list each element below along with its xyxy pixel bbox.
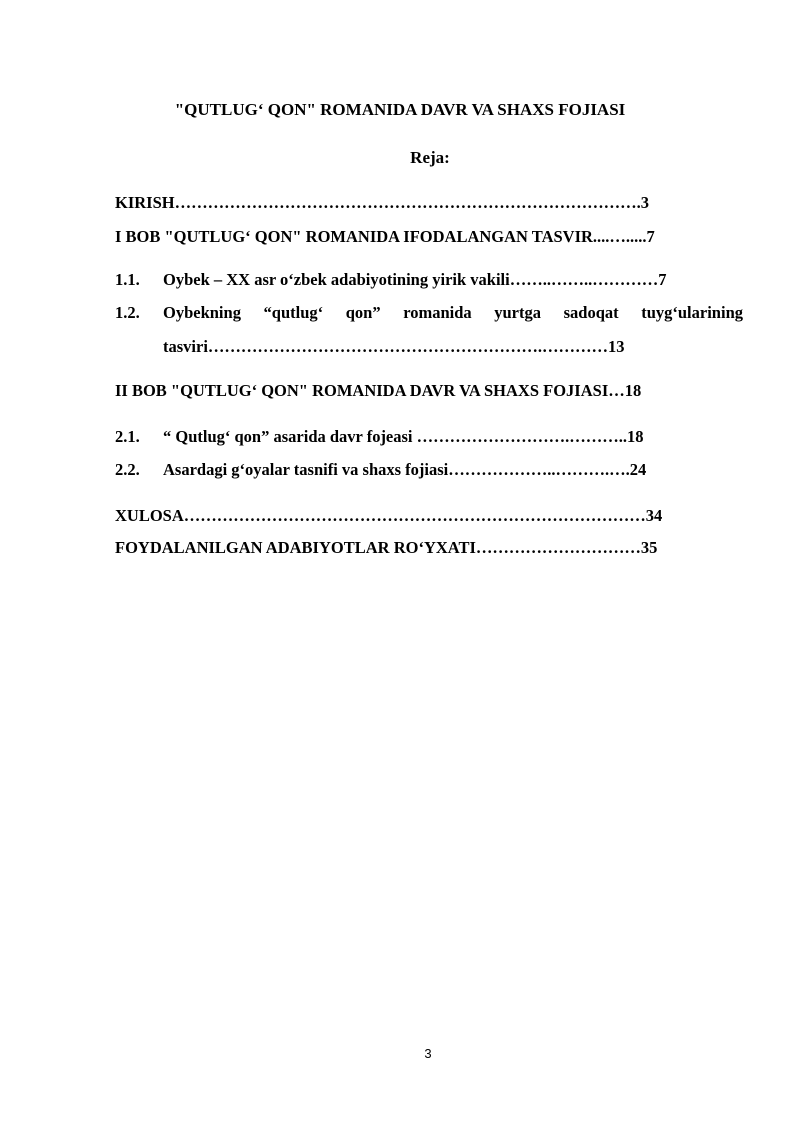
toc-entry-xulosa: XULOSA…………………………………………………………………………34 bbox=[115, 506, 663, 525]
toc-entry-references: FOYDALANILGAN ADABIYOTLAR RO‘YXATI…………………………35 bbox=[115, 538, 658, 557]
toc-section-number: 1.1. bbox=[115, 270, 140, 289]
toc-entry-section-2-2: Asardagi g‘oyalar tasnifi va shaxs fojiasi………………..……….….24 bbox=[163, 460, 647, 479]
toc-entry-section-1-2-line1: Oybekning “qutlug‘ qon” romanida yurtga sadoqat tuyg‘ularining bbox=[163, 303, 743, 322]
toc-entry-chapter-1: I BOB "QUTLUG‘ QON" ROMANIDA IFODALANGAN TASVIR....….....7 bbox=[115, 227, 655, 246]
document-title: "QUTLUG‘ QON" ROMANIDA DAVR VA SHAXS FOJIASI bbox=[174, 100, 626, 119]
toc-entry-section-1-1: Oybek – XX asr o‘zbek adabiyotining yirik vakili……..……..…………7 bbox=[163, 270, 667, 289]
toc-section-number: 2.1. bbox=[115, 427, 140, 446]
plan-heading: Reja: bbox=[410, 148, 450, 167]
toc-entry-chapter-2: II BOB "QUTLUG‘ QON" ROMANIDA DAVR VA SHAXS FOJIASI…18 bbox=[115, 381, 642, 400]
page-number: 3 bbox=[424, 1046, 432, 1061]
toc-entry-section-1-2-line2: tasviri…………………………………………………….…………13 bbox=[163, 337, 625, 356]
toc-section-number: 1.2. bbox=[115, 303, 140, 322]
toc-section-number: 2.2. bbox=[115, 460, 140, 479]
toc-entry-kirish: KIRISH………………………………………………………………………….3 bbox=[115, 193, 649, 212]
toc-entry-section-2-1: “ Qutlug‘ qon” asarida davr fojeasi ……………………….………..18 bbox=[163, 427, 644, 446]
